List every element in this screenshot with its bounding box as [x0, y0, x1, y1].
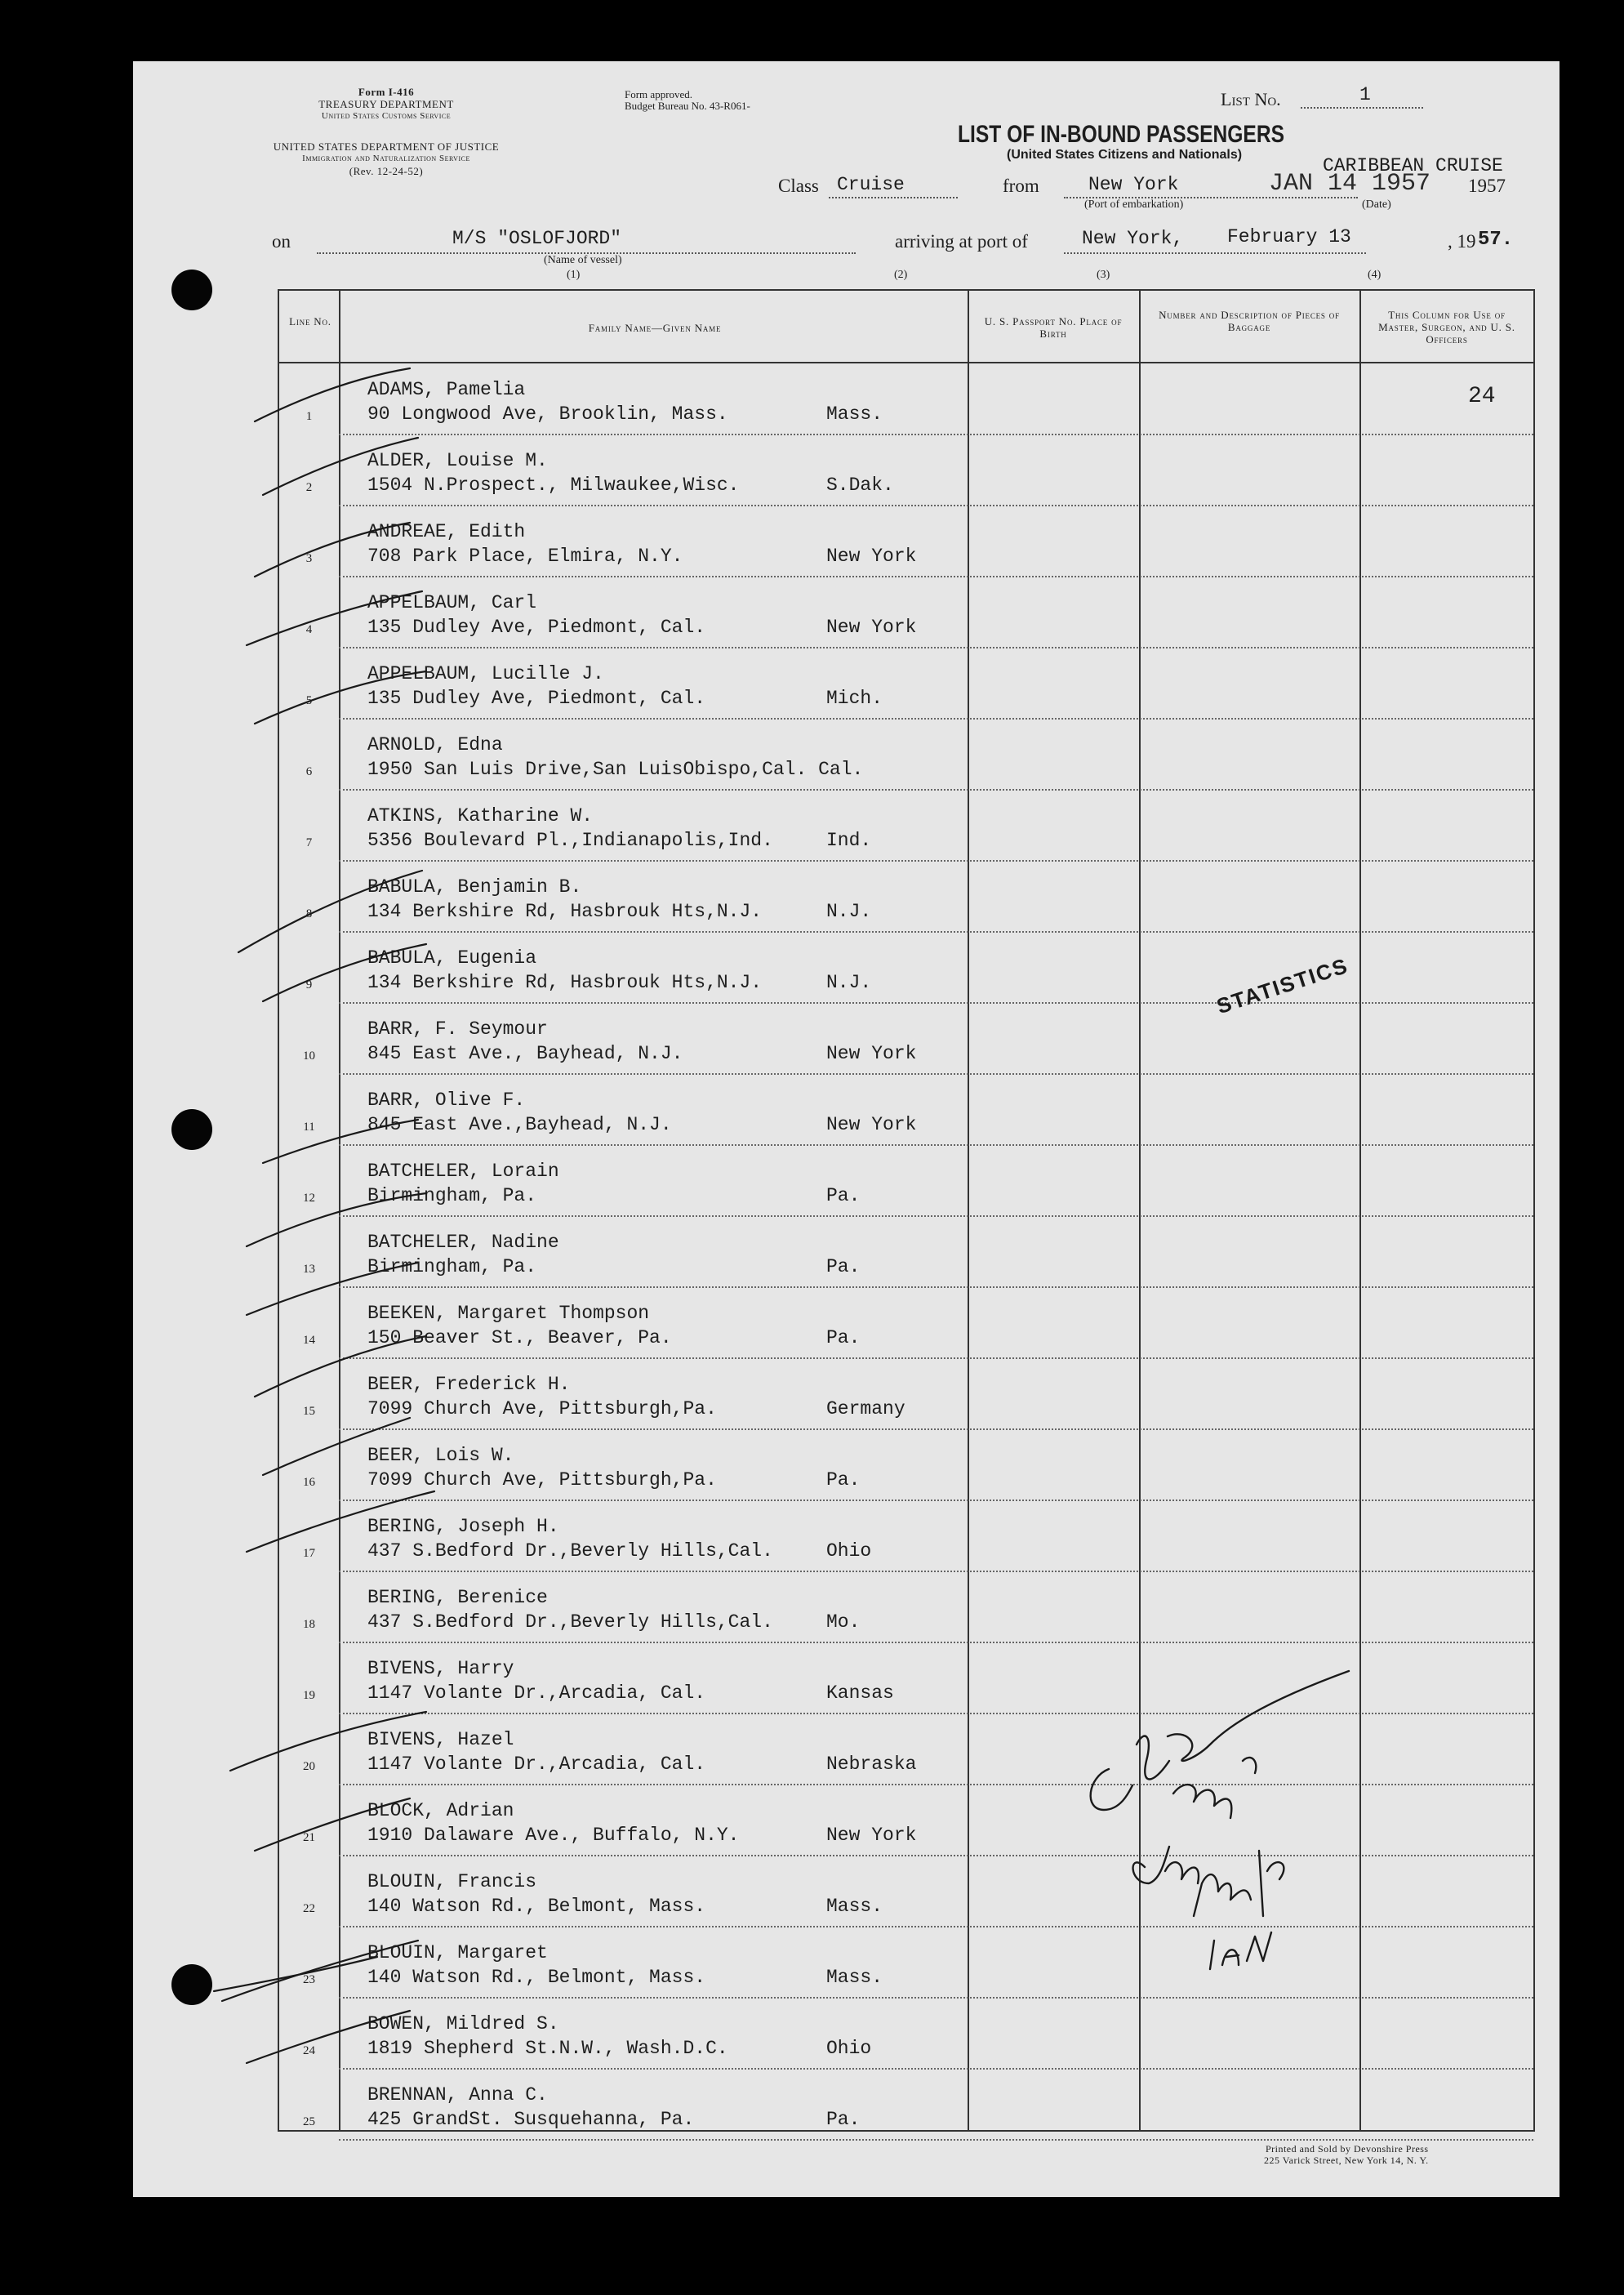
class-field [829, 176, 958, 198]
passenger-address: Birmingham, Pa. [367, 1185, 537, 1206]
passenger-name: BABULA, Eugenia [367, 947, 537, 969]
printer-footer [1264, 2143, 1429, 2166]
passenger-address: 7099 Church Ave, Pittsburgh,Pa. [367, 1469, 717, 1491]
passenger-row [279, 2070, 1533, 2141]
passenger-name: ANDREAE, Edith [367, 521, 526, 542]
list-label: List No. [1221, 89, 1281, 109]
port-caption: (Port of embarkation) [1084, 198, 1184, 211]
passenger-address: 5356 Boulevard Pl.,Indianapolis,Ind. [367, 830, 773, 851]
line-number: 17 [303, 1547, 315, 1560]
on-label: on [272, 231, 291, 252]
passenger-name: BARR, F. Seymour [367, 1018, 548, 1040]
line-number: 10 [303, 1049, 315, 1063]
place-of-birth: New York [826, 546, 917, 567]
passenger-name: BATCHELER, Nadine [367, 1232, 559, 1253]
line-number: 12 [303, 1192, 315, 1205]
passenger-name: BATCHELER, Lorain [367, 1161, 559, 1182]
arrival-port: New York, [1082, 228, 1184, 249]
passenger-address: 425 GrandSt. Susquehanna, Pa. [367, 2109, 695, 2130]
column-1-marker: (1) [567, 269, 581, 281]
list-number: 1 [1359, 84, 1371, 105]
printer-line-1: Printed and Sold by Devonshire Press [1265, 2143, 1429, 2155]
form-block [264, 86, 509, 123]
passenger-row [279, 435, 1533, 506]
place-of-birth: Pa. [826, 1469, 861, 1491]
passenger-row [279, 1856, 1533, 1927]
passenger-address: 135 Dudley Ave, Piedmont, Cal. [367, 617, 706, 638]
col-header-line-no: Line No. [289, 315, 331, 328]
passenger-address: 140 Watson Rd., Belmont, Mass. [367, 1896, 706, 1917]
col-header-passport: U. S. Passport No. Place of Birth [984, 315, 1123, 340]
passenger-row [279, 1004, 1533, 1075]
line-number: 21 [303, 1831, 315, 1844]
passenger-address: 845 East Ave.,Bayhead, N.J. [367, 1114, 672, 1135]
passenger-name: APPELBAUM, Lucille J. [367, 663, 604, 684]
passenger-row [279, 577, 1533, 648]
form-approved: Form approved. [625, 88, 693, 100]
passenger-name: ADAMS, Pamelia [367, 379, 526, 400]
passenger-address: 7099 Church Ave, Pittsburgh,Pa. [367, 1398, 717, 1419]
form-revision: (Rev. 12-24-52) [349, 165, 424, 177]
passenger-address: 1504 N.Prospect., Milwaukee,Wisc. [367, 475, 740, 496]
manifest-subtitle: (United States Citizens and Nationals) [1007, 148, 1243, 162]
col-header-baggage: Number and Description of Pieces of Baggage [1159, 309, 1340, 333]
treasury-dept: TREASURY DEPARTMENT [318, 98, 454, 110]
passenger-address: 134 Berkshire Rd, Hasbrouk Hts,N.J. [367, 972, 763, 993]
passenger-name: BEEKEN, Margaret Thompson [367, 1303, 650, 1324]
passenger-name: ALDER, Louise M. [367, 450, 548, 471]
passenger-row [279, 1217, 1533, 1288]
manifest-title: LIST OF IN-BOUND PASSENGERS [958, 121, 1285, 148]
line-number: 25 [303, 2115, 315, 2128]
row-divider [339, 2139, 1533, 2141]
place-of-birth: Pa. [826, 1327, 861, 1348]
passenger-name: BEER, Frederick H. [367, 1374, 571, 1395]
column-3-marker: (3) [1097, 269, 1110, 281]
budget-bureau: Budget Bureau No. 43-R061- [625, 100, 750, 112]
punch-hole [171, 270, 212, 310]
passenger-name: BRENNAN, Anna C. [367, 2084, 548, 2106]
place-of-birth: New York [826, 1825, 917, 1846]
vessel-name: M/S "OSLOFJORD" [452, 228, 622, 249]
place-of-birth: Mass. [826, 1896, 883, 1917]
passenger-name: BOWEN, Mildred S. [367, 2013, 559, 2034]
line-number: 9 [305, 978, 313, 992]
passenger-row [279, 1359, 1533, 1430]
customs-service: United States Customs Service [321, 111, 452, 121]
passenger-address: 150 Beaver St., Beaver, Pa. [367, 1327, 672, 1348]
statistics-stamp: STATISTICS [1213, 952, 1352, 1019]
passenger-address: Birmingham, Pa. [367, 1256, 537, 1277]
line-number: 7 [305, 836, 313, 849]
line-number: 24 [303, 2044, 315, 2057]
justice-block [264, 140, 509, 177]
date-caption: (Date) [1362, 198, 1391, 211]
list-number-field [1301, 84, 1423, 109]
place-of-birth: Mass. [826, 403, 883, 425]
line-number: 2 [305, 481, 313, 494]
place-of-birth: Pa. [826, 2109, 861, 2130]
line-number: 11 [303, 1121, 315, 1134]
place-of-birth: Kansas [826, 1682, 894, 1704]
from-label: from [1003, 176, 1039, 196]
vessel-field [317, 228, 856, 254]
passenger-name: APPELBAUM, Carl [367, 592, 537, 613]
passenger-name: BLOUIN, Margaret [367, 1942, 548, 1963]
passenger-name: BARR, Olive F. [367, 1090, 526, 1111]
passenger-row [279, 1643, 1533, 1714]
arrival-year-prefix: , 19 [1448, 231, 1476, 252]
line-number: 6 [305, 765, 313, 778]
place-of-birth: New York [826, 1043, 917, 1064]
cruise-note: CARIBBEAN CRUISE [1323, 155, 1503, 176]
place-of-birth: Ohio [826, 1540, 872, 1562]
passenger-name: ATKINS, Katharine W. [367, 805, 594, 827]
passenger-name: BERING, Berenice [367, 1587, 548, 1608]
place-of-birth: N.J. [826, 901, 872, 922]
passenger-name: BEER, Lois W. [367, 1445, 514, 1466]
passenger-row [279, 791, 1533, 862]
passenger-row [279, 1501, 1533, 1572]
passenger-name: BABULA, Benjamin B. [367, 876, 582, 898]
approval-block [625, 89, 750, 112]
passenger-row [279, 1714, 1533, 1785]
passenger-address: 1147 Volante Dr.,Arcadia, Cal. [367, 1682, 706, 1704]
passenger-table [278, 289, 1535, 2132]
line-number: 15 [303, 1405, 315, 1418]
line-number: 8 [305, 907, 313, 920]
form-number: Form I-416 [358, 86, 415, 98]
printer-line-2: 225 Varick Street, New York 14, N. Y. [1264, 2155, 1429, 2166]
passenger-name: BERING, Joseph H. [367, 1516, 559, 1537]
passenger-name: BIVENS, Hazel [367, 1729, 514, 1750]
line-number: 22 [303, 1902, 315, 1915]
passenger-row [279, 720, 1533, 791]
passenger-row [279, 1999, 1533, 2070]
passenger-address: 135 Dudley Ave, Piedmont, Cal. [367, 688, 706, 709]
col-header-name: Family Name—Given Name [588, 322, 722, 334]
col-header-officers: This Column for Use of Master, Surgeon, and U. S. Officers [1378, 309, 1515, 345]
passenger-row [279, 1288, 1533, 1359]
punch-hole [171, 1109, 212, 1150]
class-label: Class [778, 176, 819, 196]
arriving-label: arriving at port of [895, 231, 1028, 252]
line-number: 20 [303, 1760, 315, 1773]
place-of-birth: Mich. [826, 688, 883, 709]
passenger-address: 140 Watson Rd., Belmont, Mass. [367, 1967, 706, 1988]
passenger-row [279, 1430, 1533, 1501]
place-of-birth: S.Dak. [826, 475, 894, 496]
passenger-row [279, 1146, 1533, 1217]
line-number: 5 [305, 694, 313, 707]
line-number: 19 [303, 1689, 315, 1702]
passenger-row [279, 1785, 1533, 1856]
line-number: 18 [303, 1618, 315, 1631]
passenger-address: 1819 Shepherd St.N.W., Wash.D.C. [367, 2038, 728, 2059]
arrival-date: February 13 [1227, 226, 1351, 247]
passenger-row [279, 1572, 1533, 1643]
manifest-sheet [133, 61, 1559, 2197]
passenger-address: 708 Park Place, Elmira, N.Y. [367, 546, 683, 567]
vessel-caption: (Name of vessel) [544, 254, 622, 266]
place-of-birth: Ohio [826, 2038, 872, 2059]
punch-hole [171, 1964, 212, 2005]
passenger-address: 437 S.Bedford Dr.,Beverly Hills,Cal. [367, 1540, 773, 1562]
cruise-year: 1957 [1468, 176, 1506, 196]
passenger-address: 90 Longwood Ave, Brooklin, Mass. [367, 403, 728, 425]
column-4-marker: (4) [1368, 269, 1382, 281]
place-of-birth: N.J. [826, 972, 872, 993]
place-of-birth: Ind. [826, 830, 872, 851]
passenger-address: 1910 Dalaware Ave., Buffalo, N.Y. [367, 1825, 740, 1846]
passenger-row [279, 862, 1533, 933]
place-of-birth: Nebraska [826, 1754, 917, 1775]
ins-service: Immigration and Naturalization Service [302, 154, 470, 163]
line-number: 13 [303, 1263, 315, 1276]
passenger-row [279, 364, 1533, 435]
column-2-marker: (2) [894, 269, 908, 281]
passenger-name: BIVENS, Harry [367, 1658, 514, 1679]
place-of-birth: Mass. [826, 1967, 883, 1988]
place-of-birth: Germany [826, 1398, 905, 1419]
passenger-row [279, 506, 1533, 577]
passenger-name: BLOCK, Adrian [367, 1800, 514, 1821]
passenger-address: 1147 Volante Dr.,Arcadia, Cal. [367, 1754, 706, 1775]
class-value: Cruise [837, 174, 905, 195]
justice-dept: UNITED STATES DEPARTMENT OF JUSTICE [273, 140, 500, 153]
arrival-year: 57. [1478, 229, 1514, 251]
line-number: 16 [303, 1476, 315, 1489]
arrival-port-field [1064, 226, 1366, 254]
place-of-birth: Pa. [826, 1185, 861, 1206]
passenger-row [279, 1927, 1533, 1999]
place-of-birth: New York [826, 617, 917, 638]
passenger-address: 437 S.Bedford Dr.,Beverly Hills,Cal. [367, 1611, 773, 1633]
place-of-birth: Pa. [826, 1256, 861, 1277]
line-number: 3 [305, 552, 313, 565]
passenger-address: 845 East Ave., Bayhead, N.J. [367, 1043, 683, 1064]
place-of-birth: Mo. [826, 1611, 861, 1633]
officer-count: 24 [1468, 384, 1496, 409]
passenger-address: 1950 San Luis Drive,San LuisObispo,Cal. Cal. [367, 759, 864, 780]
line-number: 14 [303, 1334, 315, 1347]
passenger-name: BLOUIN, Francis [367, 1871, 537, 1892]
passenger-row [279, 1075, 1533, 1146]
line-number: 23 [303, 1973, 315, 1986]
passenger-row [279, 648, 1533, 720]
passenger-name: ARNOLD, Edna [367, 734, 503, 755]
place-of-birth: New York [826, 1114, 917, 1135]
embark-port: New York [1088, 174, 1179, 195]
line-number: 4 [305, 623, 313, 636]
passenger-address: 134 Berkshire Rd, Hasbrouk Hts,N.J. [367, 901, 763, 922]
date-stamp: JAN 14 1957 [1269, 170, 1431, 198]
line-number: 1 [305, 410, 313, 423]
